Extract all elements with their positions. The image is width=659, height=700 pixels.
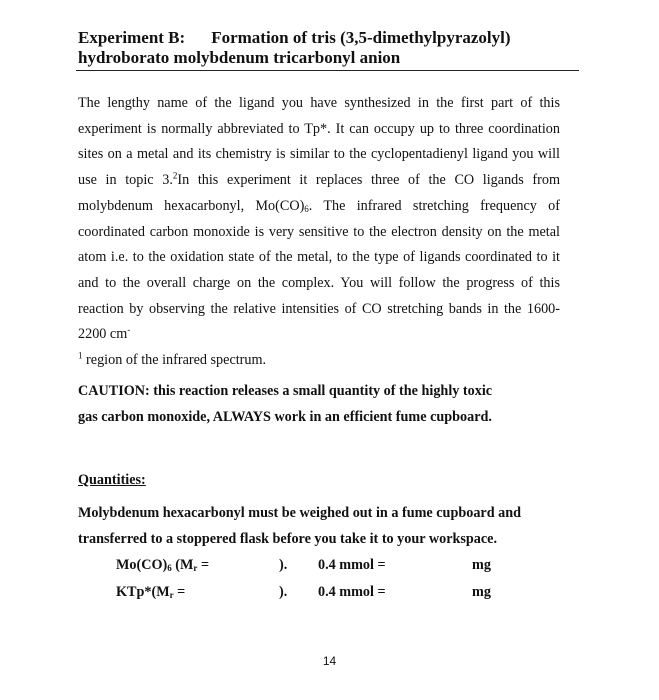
experiment-title-line2: hydroborato molybdenum tricarbonyl anion <box>78 48 401 67</box>
molar-mass-close: ). <box>279 557 288 573</box>
molar-mass-close: ). <box>279 584 288 600</box>
weighing-instruction: Molybdenum hexacarbonyl must be weighed out in a fume cupboard and transferred to a stoppered flask before you take it to your workspace. <box>78 505 522 547</box>
heading-underline <box>76 70 579 71</box>
experiment-heading <box>78 28 578 68</box>
caution-warning: CAUTION: this reaction releases a small quantity of the highly toxic gas carbon monoxide, ALWAYS work in an efficient fume cupboard. <box>78 383 493 425</box>
experiment-title-line1: Formation of tris (3,5-dimethylpyrazolyl) <box>211 28 511 47</box>
amount-mmol: 0.4 mmol = <box>318 557 386 573</box>
page-number: 14 <box>322 654 337 668</box>
reference-mark: 2 <box>172 170 178 181</box>
reagent-name: $KTp*(M_r$ = <box>116 584 186 600</box>
mass-unit: mg <box>472 557 491 573</box>
quantities-title: Quantities: <box>78 472 146 488</box>
experiment-label: Experiment B: <box>78 28 186 47</box>
intro-paragraph: The lengthy name of the ligand you have synthesized in the first part of this experiment is normally abbreviated to Tp*. It can occupy up to three coordination sites on a metal and its chemistry is similar to the cyclopentadienyl ligand you will use in topic 3.$^2$In this experiment it replaces three of the CO ligands from molybdenum hexacarbonyl, $Mo(CO)_6$. The infrared stretching frequency of coordinated carbon monoxide is very sensitive to the electron density on the metal atom i.e. to the oxidation state of the metal, to the type of ligands coordinated to it and to the overall charge on the complex. You will follow the progress of this reaction by observing the relative intensities of CO stretching bands in the 1600-2200 cm- $^1$ region of the infrared spectrum. <box>78 95 560 369</box>
amount-mmol: 0.4 mmol = <box>318 584 386 600</box>
mass-unit: mg <box>472 584 491 600</box>
reagent-name: $Mo(CO)_6$ ($M_r$ = <box>116 557 210 573</box>
quantity-row-ktp <box>0 584 659 604</box>
quantity-row-mo-co6 <box>0 557 659 577</box>
